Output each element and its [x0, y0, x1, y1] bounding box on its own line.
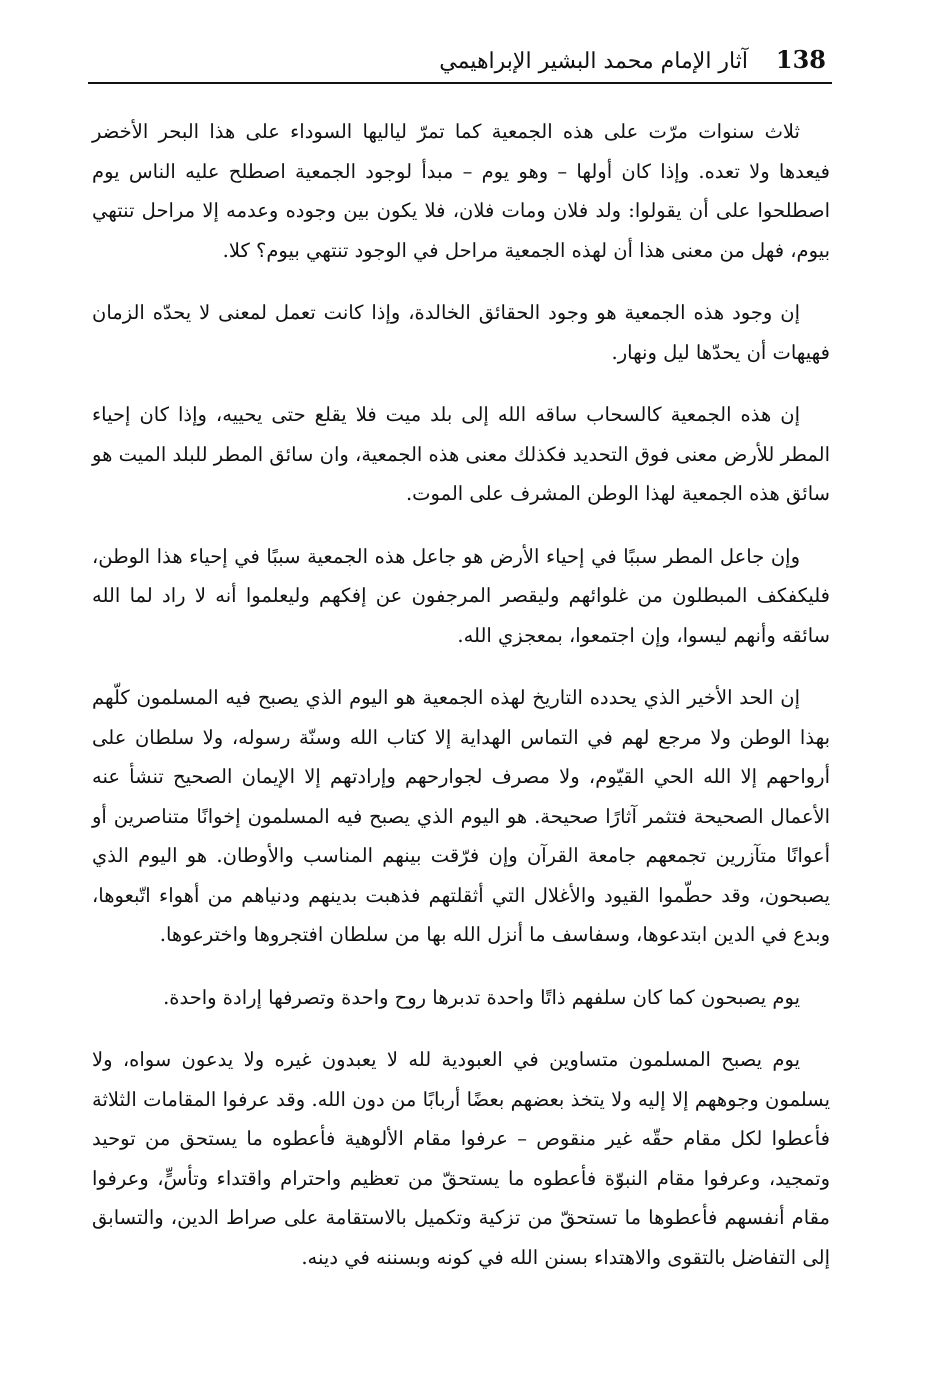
- paragraph-7: يوم يصبح المسلمون متساوين في العبودية لله لا يعبدون غيره ولا يدعون سواه، ولا يسلمون وجوههم إلا إليه ولا يتخذ بعضهم بعضًا أربابًا من دون الله. وقد عرفوا المقامات الثلاثة فأعطوا لكل مقام حقّه غير منقوص – عرفوا مقام الألوهية فأعطوه ما يستحق من توحيد وتمجيد، وعرفوا مقام النبوّة فأعطوه ما يستحقّ من تعظيم واحترام واقتداء وتأسٍّ، وعرفوا مقام أنفسهم فأعطوها ما تستحقّ من تزكية وتكميل بالاستقامة على صراط الدين، والتسابق إلى التفاضل بالتقوى والاهتداء بسنن الله في كونه وبسننه في دينه.: [92, 1048, 830, 1269]
- page-header: [88, 40, 832, 84]
- paragraph-6: يوم يصبحون كما كان سلفهم ذاتًا واحدة تدبرها روح واحدة وتصرفها إرادة واحدة.: [163, 985, 800, 1009]
- paragraph-4: وإن جاعل المطر سببًا في إحياء الأرض هو جاعل هذه الجمعية سببًا في إحياء هذا الوطن، فليكفكف المبطلون من غلوائهم وليقصر المرجفون عن إفكهم وليعلموا أنه لا راد لما الله سائقه وأنهم ليسوا، وإن اجتمعوا، بمعجزي الله.: [92, 544, 830, 647]
- running-title: آثار الإمام محمد البشير الإبراهيمي: [439, 49, 748, 74]
- paragraph-1: ثلاث سنوات مرّت على هذه الجمعية كما تمرّ لياليها السوداء على هذا البحر الأخضر فيعدها ولا تعده. وإذا كان أولها – وهو يوم – مبدأ لوجود الجمعية اصطلح عليه الناس يوم اصطلحوا على أن يقولوا: ولد فلان ومات فلان، فلا يكون بين وجوده وعدمه إلا مراحل تنتهي بيوم، فهل من معنى هذا أن لهذه الجمعية مراحل في الوجود تنتهي بيوم؟ كلا.: [92, 120, 830, 262]
- body-text: [92, 112, 830, 1300]
- paragraph-3: إن هذه الجمعية كالسحاب ساقه الله إلى بلد ميت فلا يقلع حتى يحييه، وإذا كان إحياء المطر للأرض معنى فوق التحديد فكذلك معنى هذه الجمعية، وان سائق المطر للبلد الميت هو سائق هذه الجمعية لهذا الوطن المشرف على الموت.: [92, 403, 830, 505]
- page-number: 138: [775, 45, 826, 74]
- paragraph-2: إن وجود هذه الجمعية هو وجود الحقائق الخالدة، وإذا كانت تعمل لمعنى لا يحدّه الزمان فهيهات أن يحدّها ليل ونهار.: [92, 301, 830, 364]
- paragraph-5: إن الحد الأخير الذي يحدده التاريخ لهذه الجمعية هو اليوم الذي يصبح فيه المسلمون كلّهم بهذا الوطن ولا مرجع لهم في التماس الهداية إلا كتاب الله وسنّة رسوله، ولا سلطان على أرواحهم إلا الله الحي القيّوم، ولا مصرف لجوارحهم وإرادتهم إلا الإيمان الصحيح تنشأ عنه الأعمال الصحيحة فتثمر آثارًا صحيحة. هو اليوم الذي يصبح فيه المسلمون إخوانًا متناصرين أو أعوانًا متآزرين تجمعهم جامعة القرآن وإن فرّقت بينهم المناسب والأوطان. هو اليوم الذي يصبحون، وقد حطّموا القيود والأغلال التي أثقلتهم فذهبت بدينهم ودنياهم من أهواء اتّبعوها، وبدع في الدين ابتدعوها، وسفاسف ما أنزل الله بها من سلطان افتجروها واخترعوها.: [92, 686, 830, 946]
